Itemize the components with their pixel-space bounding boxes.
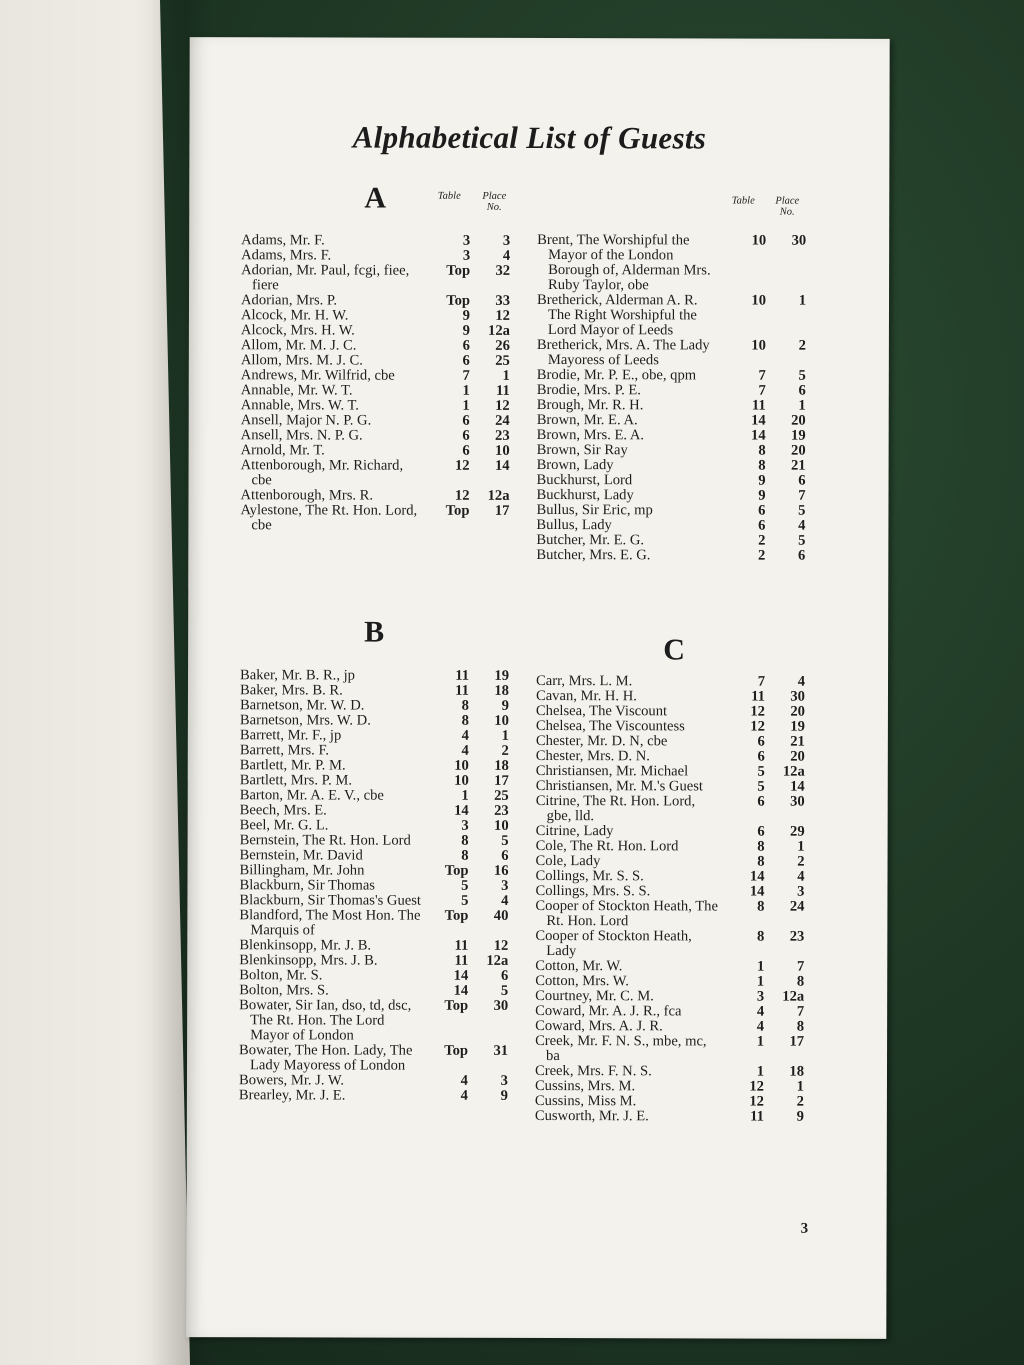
- booklet-page: [186, 37, 889, 1339]
- place-number: 9: [500, 1087, 508, 1104]
- section-c-list: [535, 674, 816, 1125]
- place-number: 17: [789, 1033, 805, 1050]
- guest-name: Christiansen, Mr. Michael: [535, 762, 689, 780]
- guest-name: Chester, Mrs. D. N.: [535, 747, 650, 765]
- guest-name: Brodie, Mr. P. E., obe, qpm: [536, 366, 697, 384]
- guest-name: Adorian, Mr. Paul, fcgi, fiee, fiere: [241, 262, 410, 294]
- table-number: 3: [461, 817, 469, 834]
- place-number: 5: [501, 832, 509, 849]
- table-number: 11: [751, 397, 766, 414]
- table-number: 5: [757, 778, 765, 795]
- place-number: 23: [495, 427, 510, 444]
- table-number: 7: [758, 382, 766, 399]
- place-number: 30: [790, 688, 805, 705]
- guest-name: Carr, Mrs. L. M.: [535, 672, 633, 690]
- guest-name: Buckhurst, Lady: [536, 486, 634, 504]
- guest-row: [536, 548, 816, 564]
- guest-name: Andrews, Mr. Wilfrid, cbe: [240, 367, 395, 384]
- place-number: 16: [493, 862, 509, 879]
- table-number: 12: [454, 487, 470, 504]
- place-number: 21: [790, 457, 806, 474]
- guest-name: Butcher, Mr. E. G.: [536, 531, 645, 549]
- guest-name: Baker, Mr. B. R., jp: [240, 667, 356, 684]
- table-number: Top: [446, 262, 471, 279]
- guest-row: [537, 293, 817, 339]
- table-number: Top: [444, 907, 469, 924]
- table-number: 9: [758, 487, 766, 504]
- place-number: 33: [495, 292, 511, 309]
- guest-name: Blackburn, Sir Thomas: [239, 877, 376, 894]
- place-number: 12a: [488, 322, 510, 339]
- place-number: 23: [494, 802, 509, 819]
- place-number: 20: [791, 442, 806, 459]
- guest-name: Chelsea, The Viscount: [535, 702, 668, 720]
- guest-name: Chester, Mr. D. N, cbe: [535, 732, 668, 750]
- place-number: 7: [798, 487, 806, 504]
- guest-name: Bowater, Sir Ian, dso, td, dsc, The Rt. Hon. The Lord Mayor of London: [239, 997, 412, 1044]
- section-b-list: [239, 668, 520, 1104]
- table-number: 7: [757, 673, 766, 690]
- place-number: 21: [790, 733, 805, 750]
- guest-name: Butcher, Mrs. E. G.: [536, 546, 651, 564]
- table-number: 14: [751, 427, 766, 444]
- table-number: 11: [454, 952, 469, 969]
- guest-name: Bretherick, Alderman A. R. The Right Worshipful the Lord Mayor of Leeds: [536, 291, 698, 339]
- guest-name: Cusworth, Mr. J. E.: [534, 1107, 649, 1125]
- table-number: 5: [757, 763, 765, 780]
- table-number: 4: [461, 727, 469, 744]
- table-header-right: Table: [731, 195, 755, 207]
- section-a-list: [240, 233, 521, 534]
- guest-name: Bretherick, Mrs. A. The Lady Mayoress of Leeds: [536, 336, 710, 369]
- guest-name: Bowers, Mr. J. W.: [238, 1072, 345, 1089]
- place-number: 6: [798, 472, 806, 489]
- guest-name: Collings, Mrs. S. S.: [535, 882, 651, 900]
- section-letter-c: C: [663, 633, 685, 667]
- place-number: 31: [493, 1042, 509, 1059]
- guest-name: Cotton, Mr. W.: [535, 957, 623, 975]
- place-number: 9: [796, 1108, 804, 1125]
- place-number: 3: [797, 883, 805, 900]
- table-number: 9: [462, 322, 470, 339]
- table-number: 8: [461, 697, 469, 714]
- place-number: 12: [493, 937, 509, 954]
- table-number: 6: [462, 352, 470, 369]
- place-number: 12a: [487, 487, 510, 504]
- guest-name: Creek, Mr. F. N. S., mbe, mc, ba: [535, 1032, 707, 1065]
- place-number: 12: [495, 397, 510, 414]
- place-number: 2: [501, 742, 509, 759]
- place-number: 20: [790, 703, 805, 720]
- place-number: 10: [494, 817, 509, 834]
- place-number: 6: [798, 382, 806, 399]
- place-number: 5: [500, 982, 509, 999]
- table-number: 8: [461, 847, 469, 864]
- table-number: 12: [750, 718, 765, 735]
- guest-name: Brodie, Mrs. P. E.: [536, 381, 641, 399]
- place-number: 29: [790, 823, 805, 840]
- place-number: 4: [797, 868, 805, 885]
- table-number: Top: [444, 1042, 469, 1059]
- table-number: 6: [462, 427, 470, 444]
- table-number: 11: [455, 667, 470, 684]
- place-number: 10: [495, 442, 510, 459]
- table-header-left: Table: [437, 190, 461, 202]
- guest-name: Blenkinsopp, Mrs. J. B.: [239, 952, 378, 969]
- place-number: 20: [791, 412, 806, 429]
- table-number: 10: [454, 757, 469, 774]
- table-number: 6: [757, 793, 765, 810]
- guest-name: Adams, Mr. F.: [241, 232, 325, 249]
- place-number: 25: [494, 787, 509, 804]
- table-number: 8: [757, 838, 765, 855]
- guest-name: Ansell, Mrs. N. P. G.: [240, 427, 363, 444]
- place-number: 9: [501, 697, 509, 714]
- table-number: 4: [460, 1072, 468, 1089]
- page-title: Alphabetical List of Guests: [352, 119, 707, 156]
- table-number: 2: [758, 547, 766, 564]
- guest-name: Bolton, Mrs. S.: [239, 982, 329, 999]
- guest-name: Alcock, Mrs. H. W.: [240, 322, 355, 339]
- guest-name: Blackburn, Sir Thomas's Guest: [239, 892, 421, 909]
- table-number: 14: [453, 982, 469, 999]
- place-number: 1: [501, 727, 509, 744]
- place-number: 1: [798, 292, 807, 309]
- table-number: 10: [751, 292, 767, 309]
- guest-name: Cooper of Stockton Heath, The Rt. Hon. Lord: [535, 897, 718, 930]
- table-number: 6: [757, 823, 765, 840]
- place-number: 25: [495, 352, 510, 369]
- guest-name: Brown, Sir Ray: [536, 441, 628, 459]
- place-number: 6: [501, 847, 509, 864]
- section-b-continued-list: [536, 233, 817, 564]
- guest-row: [241, 458, 521, 489]
- guest-row: [241, 263, 521, 294]
- guest-name: Barton, Mr. A. E. V., cbe: [239, 787, 384, 804]
- guest-name: Alcock, Mr. H. W.: [240, 307, 349, 324]
- table-number: Top: [444, 862, 469, 879]
- guest-name: Courtney, Mr. C. M.: [535, 987, 654, 1005]
- table-number: 4: [756, 1003, 765, 1020]
- place-number: 17: [494, 502, 510, 519]
- place-number: 14: [790, 778, 805, 795]
- guest-name: Baker, Mrs. B. R.: [239, 682, 343, 699]
- table-number: 1: [756, 973, 765, 990]
- place-number: 4: [502, 247, 511, 264]
- place-number: 5: [798, 502, 806, 519]
- place-number: 32: [495, 262, 511, 279]
- place-number: 2: [796, 1093, 804, 1110]
- place-number: 3: [502, 232, 511, 249]
- guest-name: Ansell, Major N. P. G.: [240, 412, 372, 429]
- guest-name: Bartlett, Mrs. P. M.: [239, 772, 353, 789]
- place-number: 1: [798, 397, 806, 414]
- table-number: 11: [750, 1108, 764, 1125]
- guest-name: Brown, Lady: [536, 456, 614, 474]
- place-number: 24: [789, 898, 805, 915]
- guest-name: Coward, Mr. A. J. R., fca: [535, 1002, 682, 1020]
- table-number: 1: [756, 958, 765, 975]
- guest-name: Beel, Mr. G. L.: [239, 817, 329, 834]
- table-number: 14: [751, 412, 766, 429]
- guest-name: Barnetson, Mrs. W. D.: [239, 712, 371, 729]
- guest-name: Brown, Mr. E. A.: [536, 411, 638, 429]
- guest-name: Cussins, Mrs. M.: [534, 1077, 636, 1095]
- guest-name: Annable, Mrs. W. T.: [240, 397, 359, 414]
- guest-name: Brown, Mrs. E. A.: [536, 426, 645, 444]
- table-number: 11: [751, 688, 765, 705]
- table-number: 10: [751, 232, 767, 249]
- guest-row: [536, 794, 816, 825]
- guest-name: Beech, Mrs. E.: [239, 802, 327, 819]
- place-header-left: Place No.: [482, 190, 507, 213]
- guest-name: Brearley, Mr. J. E.: [238, 1087, 346, 1104]
- table-number: 9: [758, 472, 766, 489]
- table-number: 6: [757, 733, 765, 750]
- place-number: 30: [790, 793, 805, 810]
- guest-row: [537, 338, 817, 369]
- place-number: 20: [790, 748, 805, 765]
- table-number: 8: [757, 853, 765, 870]
- guest-name: Cussins, Miss M.: [534, 1092, 637, 1110]
- place-number: 11: [495, 382, 510, 399]
- guest-name: Attenborough, Mr. Richard, cbe: [240, 457, 404, 489]
- guest-name: Cooper of Stockton Heath, Lady: [535, 927, 692, 960]
- place-number: 40: [493, 907, 509, 924]
- table-number: 6: [758, 502, 766, 519]
- guest-name: Adorian, Mrs. P.: [240, 292, 338, 309]
- place-number: 18: [494, 757, 509, 774]
- place-number: 8: [796, 1018, 805, 1035]
- guest-row: [535, 1034, 815, 1065]
- place-number: 8: [796, 973, 805, 990]
- guest-name: Blandford, The Most Hon. The Marquis of: [239, 907, 421, 939]
- guest-name: Annable, Mr. W. T.: [240, 382, 353, 399]
- guest-name: Chelsea, The Viscountess: [535, 717, 685, 735]
- table-number: 12: [749, 1093, 764, 1110]
- place-number: 17: [494, 772, 509, 789]
- place-number: 30: [493, 997, 509, 1014]
- table-number: 2: [758, 532, 766, 549]
- guest-row: [537, 233, 817, 294]
- table-number: 1: [756, 1063, 765, 1080]
- table-number: 12: [454, 457, 470, 474]
- table-number: 9: [462, 307, 470, 324]
- place-number: 3: [501, 877, 509, 894]
- guest-name: Cavan, Mr. H. H.: [535, 687, 637, 705]
- guest-row: [240, 503, 520, 534]
- place-number: 24: [495, 412, 510, 429]
- guest-name: Adams, Mrs. F.: [241, 247, 332, 264]
- table-number: 4: [756, 1018, 765, 1035]
- table-number: 7: [462, 367, 470, 384]
- place-number: 30: [791, 232, 807, 249]
- guest-name: Bolton, Mr. S.: [239, 967, 323, 984]
- place-number: 4: [501, 892, 509, 909]
- guest-name: Bartlett, Mr. P. M.: [239, 757, 346, 774]
- table-number: 4: [460, 1087, 468, 1104]
- guest-name: Citrine, Lady: [535, 822, 614, 840]
- place-number: 5: [798, 367, 806, 384]
- table-number: 12: [750, 703, 765, 720]
- guest-row: [239, 908, 519, 939]
- guest-name: Bernstein, The Rt. Hon. Lord: [239, 832, 411, 849]
- guest-name: Brent, The Worshipful the Mayor of the London Borough of, Alderman Mrs. Ruby Taylor, obe: [537, 231, 711, 294]
- guest-row: [239, 1088, 519, 1104]
- guest-row: [535, 1109, 815, 1125]
- place-number: 6: [798, 547, 806, 564]
- place-number: 3: [500, 1072, 508, 1089]
- guest-name: Aylestone, The Rt. Hon. Lord, cbe: [240, 502, 418, 534]
- guest-row: [535, 899, 815, 930]
- place-number: 2: [798, 337, 806, 354]
- guest-name: Cotton, Mrs. W.: [535, 972, 629, 990]
- place-number: 18: [494, 682, 510, 699]
- guest-row: [239, 998, 519, 1044]
- guest-name: Blenkinsopp, Mr. J. B.: [239, 937, 372, 954]
- table-number: 14: [749, 868, 765, 885]
- guest-name: Attenborough, Mrs. R.: [240, 487, 374, 504]
- place-number: 10: [494, 712, 509, 729]
- guest-row: [239, 1043, 519, 1074]
- table-number: 3: [462, 247, 471, 264]
- guest-name: Cole, The Rt. Hon. Lord: [535, 837, 679, 855]
- guest-name: Cole, Lady: [535, 852, 601, 870]
- place-number: 2: [797, 853, 805, 870]
- place-number: 12a: [486, 952, 509, 969]
- place-number: 14: [494, 457, 510, 474]
- place-number: 1: [502, 367, 510, 384]
- table-number: Top: [445, 502, 470, 519]
- table-number: 3: [756, 988, 765, 1005]
- guest-name: Creek, Mrs. F. N. S.: [534, 1062, 652, 1080]
- table-number: 5: [461, 877, 469, 894]
- guest-name: Brough, Mr. R. H.: [536, 396, 644, 414]
- guest-name: Collings, Mr. S. S.: [535, 867, 644, 885]
- guest-name: Allom, Mr. M. J. C.: [240, 337, 357, 354]
- table-number: 7: [758, 367, 766, 384]
- place-number: 12a: [782, 988, 805, 1005]
- place-number: 7: [796, 958, 805, 975]
- place-number: 5: [798, 532, 806, 549]
- guest-name: Christiansen, Mr. M.'s Guest: [535, 777, 703, 795]
- guest-row: [535, 929, 815, 960]
- place-number: 12: [495, 307, 510, 324]
- place-number: 19: [494, 667, 510, 684]
- guest-name: Citrine, The Rt. Hon. Lord, gbe, lld.: [535, 792, 696, 825]
- guest-name: Coward, Mrs. A. J. R.: [535, 1017, 663, 1035]
- table-number: 8: [757, 898, 765, 915]
- guest-name: Barrett, Mr. F., jp: [239, 727, 342, 744]
- table-number: 8: [758, 442, 766, 459]
- table-number: 1: [462, 382, 470, 399]
- table-number: 14: [453, 967, 469, 984]
- table-number: 6: [758, 517, 766, 534]
- place-number: 1: [797, 838, 805, 855]
- guest-name: Bullus, Lady: [536, 516, 612, 534]
- guest-name: Billingham, Mr. John: [239, 862, 365, 879]
- table-number: 1: [756, 1033, 765, 1050]
- guest-name: Bernstein, Mr. David: [239, 847, 363, 864]
- table-number: Top: [444, 997, 469, 1014]
- place-number: 12a: [782, 763, 805, 780]
- guest-name: Barnetson, Mr. W. D.: [239, 697, 365, 714]
- guest-name: Bullus, Sir Eric, mp: [536, 501, 653, 519]
- table-number: Top: [446, 292, 471, 309]
- page-number: 3: [800, 1220, 809, 1237]
- place-number: 18: [789, 1063, 805, 1080]
- place-number: 4: [798, 517, 806, 534]
- guest-name: Bowater, The Hon. Lady, The Lady Mayoress of London: [239, 1042, 413, 1074]
- table-number: 11: [454, 937, 469, 954]
- place-number: 19: [791, 427, 806, 444]
- table-number: 6: [757, 748, 765, 765]
- table-number: 11: [455, 682, 470, 699]
- place-number: 26: [495, 337, 510, 354]
- table-number: 12: [749, 1078, 764, 1095]
- guest-name: Barrett, Mrs. F.: [239, 742, 330, 759]
- place-number: 23: [789, 928, 805, 945]
- table-number: 1: [462, 397, 470, 414]
- place-number: 4: [797, 673, 806, 690]
- section-letter-b: B: [364, 615, 385, 649]
- table-number: 8: [757, 928, 765, 945]
- place-number: 19: [790, 718, 805, 735]
- table-number: 14: [749, 883, 765, 900]
- place-number: 1: [796, 1078, 804, 1095]
- place-number: 7: [796, 1003, 805, 1020]
- guest-name: Buckhurst, Lord: [536, 471, 633, 489]
- table-number: 5: [461, 892, 469, 909]
- guest-name: Allom, Mrs. M. J. C.: [240, 352, 363, 369]
- table-number: 10: [751, 337, 766, 354]
- table-number: 10: [454, 772, 469, 789]
- table-number: 6: [462, 412, 470, 429]
- section-letter-a: A: [364, 181, 387, 215]
- table-number: 6: [462, 442, 470, 459]
- place-number: 6: [500, 967, 509, 984]
- table-number: 3: [462, 232, 471, 249]
- table-number: 8: [758, 457, 766, 474]
- table-number: 14: [454, 802, 469, 819]
- table-number: 6: [462, 337, 470, 354]
- table-number: 1: [461, 787, 469, 804]
- table-number: 8: [461, 712, 469, 729]
- guest-name: Arnold, Mr. T.: [240, 442, 325, 459]
- table-number: 4: [461, 742, 469, 759]
- table-number: 8: [461, 832, 469, 849]
- place-header-right: Place No.: [775, 195, 800, 218]
